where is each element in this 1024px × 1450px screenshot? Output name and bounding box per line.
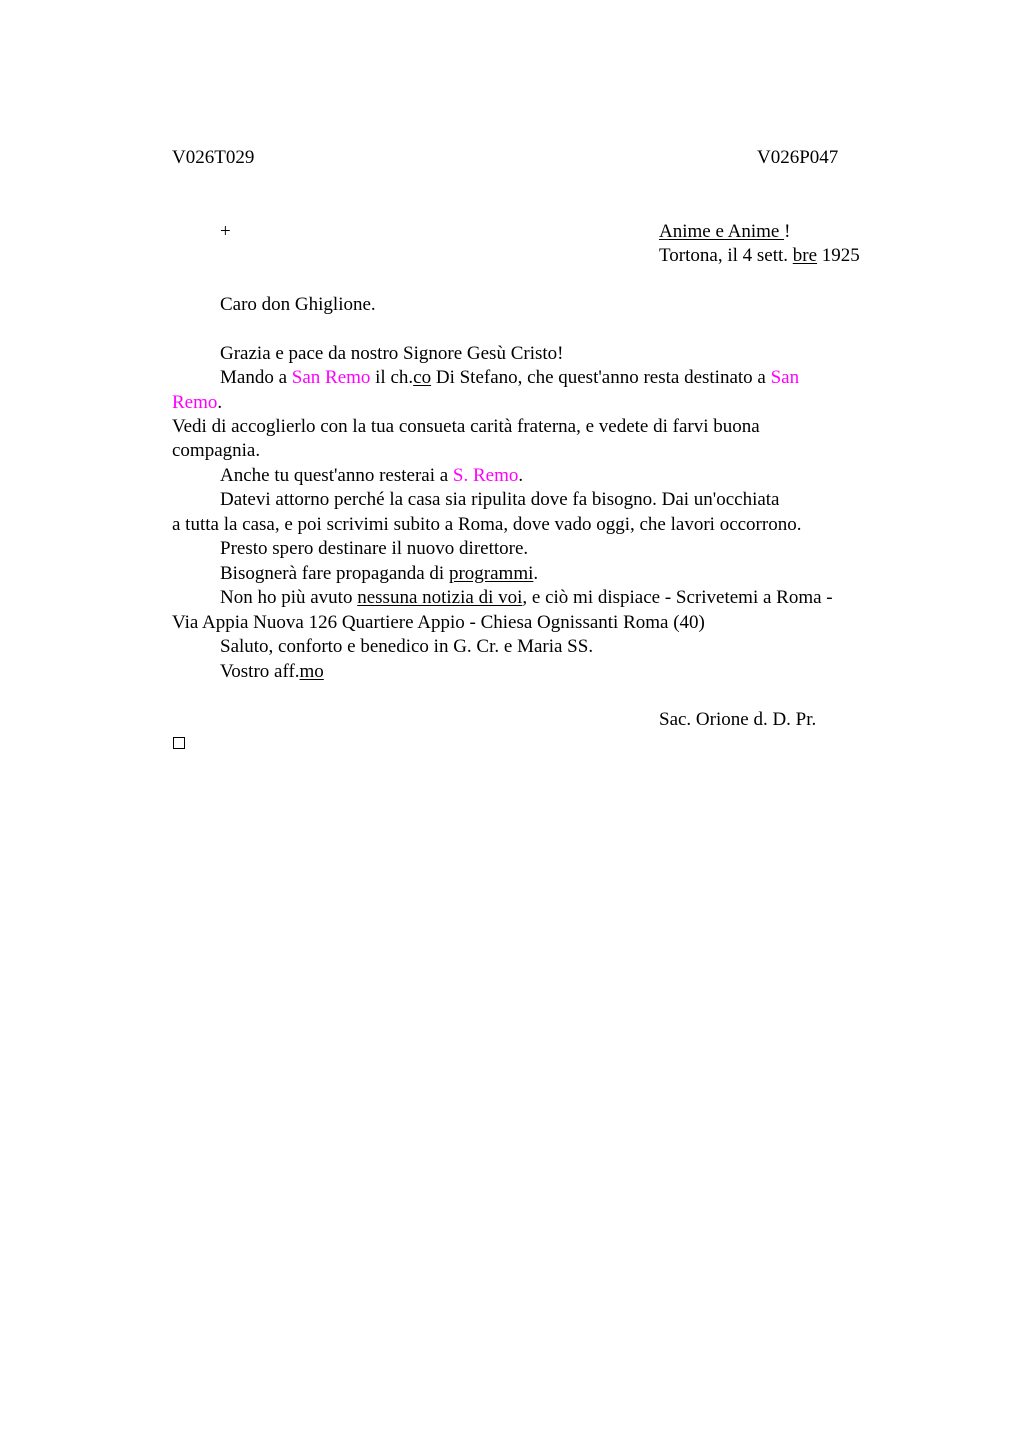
- text-run: .: [533, 563, 539, 584]
- dateline-year: 1925: [817, 245, 860, 266]
- body-line-8: a tutta la casa, e poi scrivimi subito a Roma, dove vado oggi, che lavori occorrono.: [172, 514, 802, 535]
- text-run: il ch.: [370, 367, 414, 388]
- body-line-3: [172, 391, 222, 415]
- text-run: Mando a: [220, 367, 292, 388]
- body-line-9: Presto spero destinare il nuovo direttore.: [220, 538, 529, 559]
- place-name: Remo: [172, 392, 218, 413]
- place-name: S. Remo: [452, 465, 519, 486]
- underlined-text: programmi: [448, 563, 534, 584]
- salutation: Caro don Ghiglione.: [220, 294, 376, 315]
- dateline: [659, 244, 860, 268]
- text-run: .: [518, 465, 524, 486]
- body-line-14: [220, 660, 324, 684]
- text-run: , e ciò mi dispiace - Scrivetemi a Roma -: [522, 587, 833, 608]
- body-line-7: Datevi attorno perché la casa sia ripulita dove fa bisogno. Dai un'occhiata: [220, 489, 780, 510]
- body-line-13: Saluto, conforto e benedico in G. Cr. e Maria SS.: [220, 636, 594, 657]
- cross-symbol: +: [220, 221, 231, 242]
- body-line-1: Grazia e pace da nostro Signore Gesù Cristo!: [220, 343, 564, 364]
- dateline-prefix: Tortona, il 4 sett.: [659, 245, 793, 266]
- underlined-text: nessuna notizia di voi: [357, 587, 523, 608]
- text-run: Anche tu quest'anno resterai a: [220, 465, 453, 486]
- motto-mark: !: [784, 221, 791, 242]
- text-run: Vostro aff.: [220, 661, 300, 682]
- body-line-10: [220, 562, 538, 586]
- body-line-2: [220, 366, 799, 390]
- end-square-icon: [173, 737, 185, 749]
- text-run: Di Stefano, che quest'anno resta destinato a: [431, 367, 771, 388]
- signature: Sac. Orione d. D. Pr.: [659, 709, 817, 730]
- document-code-right: V026P047: [757, 147, 839, 168]
- body-line-4: Vedi di accoglierlo con la tua consueta carità fraterna, e vedete di farvi buona: [172, 416, 760, 437]
- body-line-12: Via Appia Nuova 126 Quartiere Appio - Chiesa Ognissanti Roma (40): [172, 612, 705, 633]
- place-name: San Remo: [291, 367, 371, 388]
- place-name: San: [770, 367, 800, 388]
- motto-text: Anime e Anime: [659, 221, 785, 242]
- abbreviation: co: [413, 367, 432, 388]
- document-code-left: V026T029: [172, 147, 255, 168]
- text-run: Bisognerà fare propaganda di: [220, 563, 449, 584]
- text-run: Non ho più avuto: [220, 587, 358, 608]
- motto: [659, 220, 790, 244]
- body-line-11: [220, 586, 833, 610]
- underlined-text: mo: [299, 661, 324, 682]
- body-line-5: compagnia.: [172, 440, 261, 461]
- text-run: .: [217, 392, 223, 413]
- body-line-6: [220, 464, 523, 488]
- dateline-abbr: bre: [792, 245, 818, 266]
